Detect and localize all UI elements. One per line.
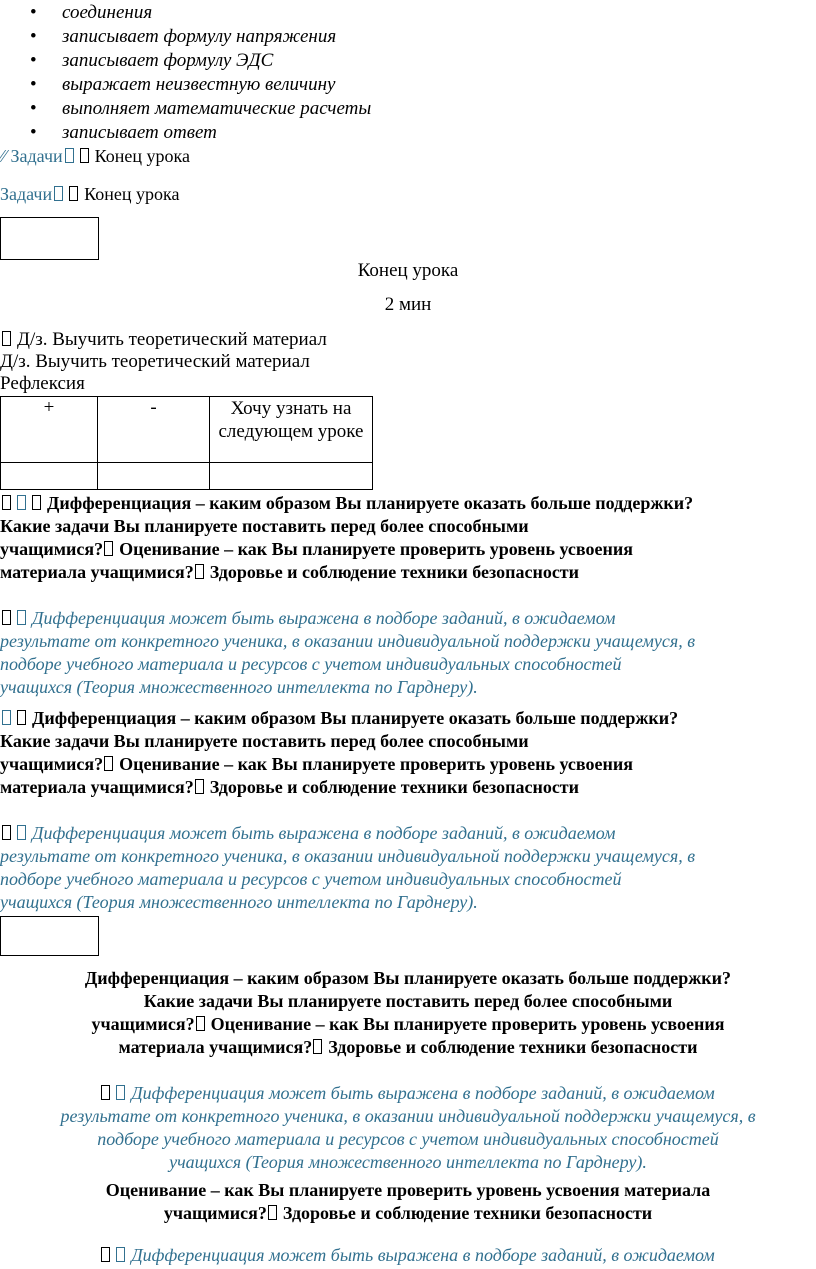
differentiation-note: Дифференциация может быть выражена в подборе заданий, в ожидаемом результате от конкретного ученика, в оказании индивидуальной поддержки учащемуся, в подборе учебного материала и ресурсов с учетом индивидуальных способностей учащихся (Теория множественного интеллекта по Гарднеру). — [0, 608, 696, 697]
table-cell: - — [98, 397, 210, 463]
empty-box — [0, 916, 99, 956]
table-row — [1, 463, 373, 490]
missing-glyph-icon — [104, 756, 113, 771]
differentiation-question: Дифференциация – каким образом Вы планируете оказать больше поддержки? — [47, 493, 694, 513]
differentiation-question: Дифференциация – каким образом Вы планируете оказать больше поддержки? — [32, 708, 679, 728]
assessment-block: Оценивание – как Вы планируете проверить уровень усвоения материала учащимися? Здоровье и соблюдение техники безопасности — [0, 1179, 816, 1225]
missing-glyph-icon — [32, 495, 41, 510]
differentiation-block-centered: Дифференциация – каким образом Вы планируете оказать больше поддержки? Какие задачи Вы планируете поставить перед более способными учащимися? Оценивание – как Вы планируете проверить уровень усвоения материала учащимися? Здоровье и соблюдение техники безопасности — [0, 967, 816, 1059]
homework-line — [0, 329, 327, 351]
missing-glyph-icon — [2, 610, 11, 625]
missing-glyph-icon — [2, 710, 11, 725]
missing-glyph-icon — [196, 1016, 205, 1031]
missing-glyph-icon — [54, 186, 63, 201]
differentiation-note: Дифференциация может быть выражена в подборе заданий, в ожидаемом результате от конкретного ученика, в оказании индивидуальной поддержки учащемуся, в подборе учебного материала и ресурсов с учетом индивидуальных способностей учащихся (Теория множественного интеллекта по Гарднеру). — [0, 823, 696, 912]
table-row — [1, 397, 373, 463]
tasks-question: Какие задачи Вы планируете поставить перед более способными — [0, 516, 529, 536]
missing-glyph-icon — [17, 825, 26, 840]
safety-heading: Здоровье и соблюдение техники безопасности — [209, 562, 580, 582]
missing-glyph-icon — [2, 331, 11, 346]
missing-glyph-icon — [17, 710, 26, 725]
end-of-lesson-title: Конец урока — [357, 260, 459, 281]
table-cell: + — [1, 397, 98, 463]
missing-glyph-icon — [313, 1039, 322, 1054]
safety-heading: Здоровье и соблюдение техники безопасности — [282, 1203, 653, 1223]
nav-line-1 — [0, 146, 190, 167]
missing-glyph-icon — [101, 1247, 110, 1262]
reflection-table — [0, 396, 373, 490]
missing-glyph-icon — [65, 148, 74, 163]
reflection-label: Рефлексия — [0, 373, 85, 394]
missing-glyph-icon — [195, 779, 204, 794]
differentiation-block: Дифференциация – каким образом Вы планируете оказать больше поддержки? Какие задачи Вы планируете поставить перед более способными учащимися? Оценивание – как Вы планируете проверить уровень усвоения материала учащимися? Здоровье и соблюдение техники безопасности — [0, 708, 679, 797]
end-of-lesson-label: Конец урока — [84, 184, 180, 204]
tasks-link[interactable]: Задачи — [0, 184, 53, 204]
differentiation-question: Дифференциация – каким образом Вы планируете оказать больше поддержки? — [84, 968, 732, 988]
missing-glyph-icon — [268, 1205, 277, 1220]
lesson-time: 2 мин — [384, 294, 432, 315]
missing-glyph-icon — [69, 186, 78, 201]
tasks-link[interactable]: Задачи — [10, 146, 63, 166]
nav-line-2 — [0, 184, 179, 205]
missing-glyph-icon — [2, 825, 11, 840]
missing-glyph-icon — [2, 495, 11, 510]
differentiation-note-partial: Дифференциация может быть выражена в подборе заданий, в ожидаемом — [0, 1244, 816, 1267]
table-cell[interactable] — [98, 463, 210, 490]
empty-box — [0, 217, 99, 260]
assessment-question: Оценивание – как Вы планируете проверить уровень усвоения — [119, 539, 633, 559]
missing-glyph-icon — [101, 1085, 110, 1100]
missing-glyph-icon — [80, 148, 89, 163]
missing-glyph-icon — [116, 1085, 125, 1100]
homework-line-2: Д/з. Выучить теоретический материал — [0, 351, 310, 372]
missing-glyph-icon — [116, 1247, 125, 1262]
missing-glyph-icon — [195, 564, 204, 579]
end-of-lesson-label: Конец урока — [94, 146, 190, 166]
differentiation-note-centered: Дифференциация может быть выражена в подборе заданий, в ожидаемом результате от конкретного ученика, в оказании индивидуальной поддержки учащемуся, в подборе учебного материала и ресурсов с учетом индивидуальных способностей учащихся (Теория множественного интеллекта по Гарднеру). — [60, 1083, 756, 1172]
missing-glyph-icon — [17, 610, 26, 625]
assessment-question: Оценивание – как Вы планируете проверить уровень усвоения материала — [105, 1180, 711, 1200]
missing-glyph-icon — [17, 495, 26, 510]
table-cell[interactable] — [1, 463, 98, 490]
differentiation-block: Дифференциация – каким образом Вы планируете оказать больше поддержки? Какие задачи Вы планируете поставить перед более способными учащимися? Оценивание – как Вы планируете проверить уровень усвоения материала учащимися? Здоровье и соблюдение техники безопасности — [0, 492, 816, 584]
missing-glyph-icon — [104, 541, 113, 556]
table-cell[interactable] — [210, 463, 373, 490]
homework-text: Д/з. Выучить теоретический материал — [17, 329, 327, 350]
table-cell: Хочу узнать на следующем уроке — [210, 397, 373, 463]
slash-icon: ⁄⁄ — [0, 146, 11, 166]
